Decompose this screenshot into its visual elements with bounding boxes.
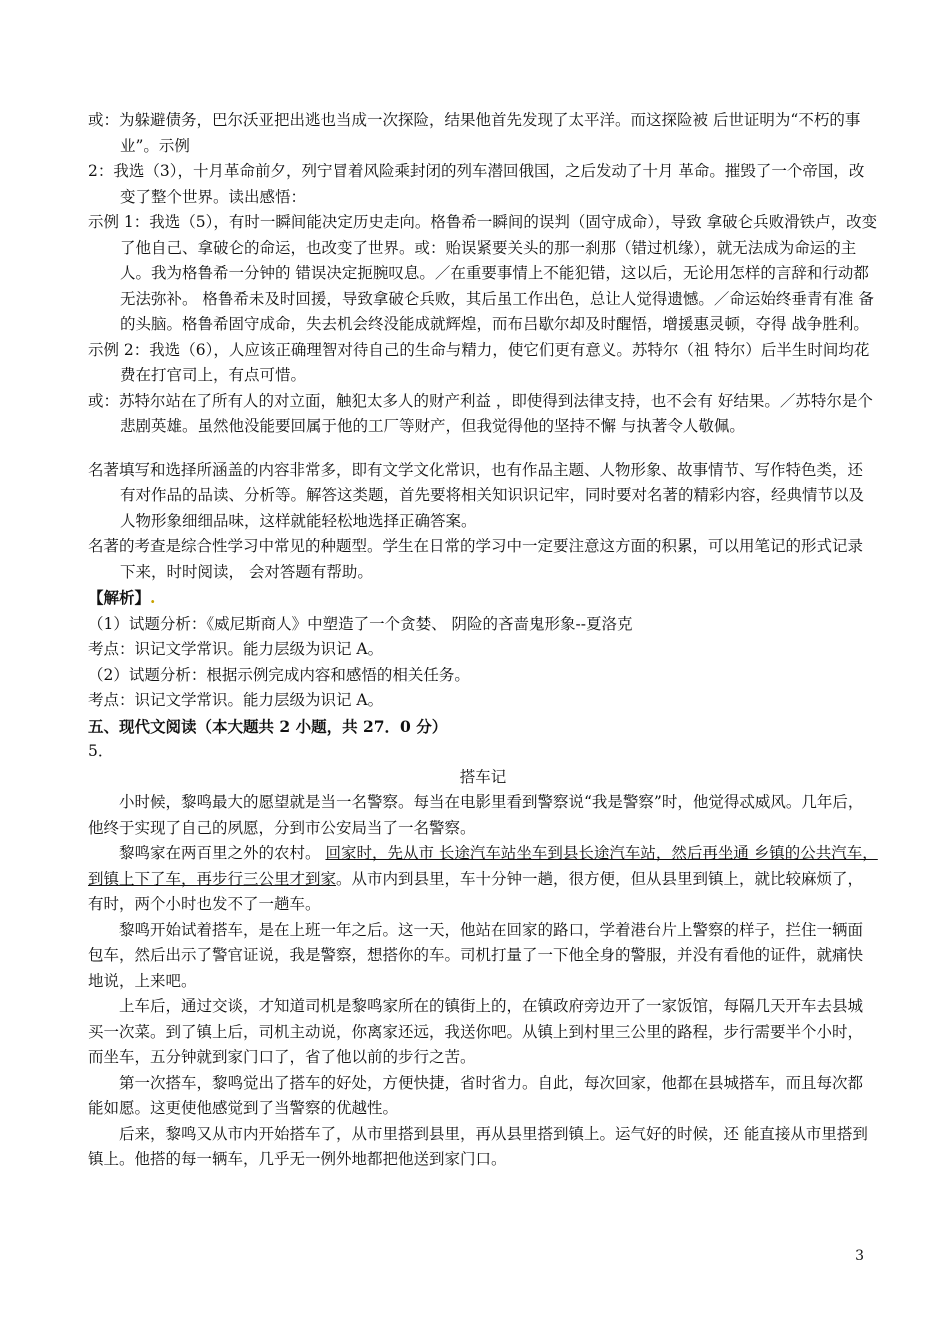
story-para-2: 黎鸣家在两百里之外的农村。 回家时，先从市 长途汽车站坐车到县长途汽车站，然后再坐通 乡镇的公共汽车，到镇上下了车，再步行三公里才到家。从市内到县里，车十分钟一趟，很方便，但从县里到镇上，就比较麻烦了，有时，两个小时也发不了一趟车。 (88, 844, 878, 913)
story-para-1: 小时候，黎鸣最大的愿望就是当一名警察。每当在电影里看到警察说“我是警察”时，他觉得忒威风。几年后，他终于实现了自己的夙愿，分到市公安局当了一名警察。 (88, 793, 864, 837)
commentary-1: 名著填写和选择所涵盖的内容非常多，即有文学文化常识，也有作品主题、人物形象、故事情节、写作特色类，还有对作品的品读、分析等。解答这类题，首先要将相关知识识记牢，同时要对名著的精彩内容，经典情节以及人物形象细细品味，这样就能轻松地选择正确答案。 (88, 460, 865, 530)
question-number: 5． (88, 742, 114, 760)
story-para-5: 第一次搭车，黎鸣觉出了搭车的好处，方便快捷，省时省力。自此，每次回家，他都在县城搭车，而且每次都能如愿。这更使他感觉到了当警察的优越性。 (88, 1073, 864, 1117)
analysis-2: （2）试题分析：根据示例完成内容和感悟的相关任务。 (88, 665, 470, 684)
answer-line-1: 或：为躲避债务，巴尔沃亚把出逃也当成一次探险，结果他首先发现了太平洋。而这探险被 后世证明为“不朽的事业”。示例 (88, 111, 861, 155)
section-heading: 五、现代文阅读（本大题共 2 小题，共 27．0 分） (88, 716, 448, 736)
answer-example-2-alt: 或：苏特尔站在了所有人的对立面，触犯太多人的财产利益 ，即使得到法律支持，也不会有 好结果。／苏特尔是个悲剧英雄。虽然他没能要回属于他的工厂等财产，但我觉得他的坚持不懈 与执著令人敬佩。 (88, 391, 873, 435)
underlined-passage: 回家时，先从市 长途汽车站坐车到县长途汽车站，然后再坐通 乡镇的公共汽车，到镇上下了车，再步行三公里才到家 (88, 844, 878, 888)
answer-example-1: 示例 1：我选（5），有时一瞬间能决定历史走向。格鲁希一瞬间的误判（固守成命），导致 拿破仑兵败滑铁卢，改变了他自己、拿破仑的命运，也改变了世界。或：贻误紧要关头的那一刹那（错过机缘），就无法成为命运的主人。我为格鲁希一分钟的 错误决定扼腕叹息。／在重要事情上不能犯错，这以后，无论用怎样的言辞和行动都无法弥补。 格鲁希未及时回援，导致拿破仑兵败，其后虽工作出色，总让人觉得遗憾。／命运始终垂青有准 备的头脑。格鲁希固守成命，失去机会终没能成就辉煌，而布吕歇尔却及时醒悟，增援惠灵顿，夺得 战争胜利。 (88, 213, 878, 333)
kaodian-1: 考点：识记文学常识。能力层级为识记 A。 (88, 640, 384, 658)
story-title: 搭车记 (459, 767, 507, 786)
document-body (88, 108, 878, 1173)
kaodian-2: 考点：识记文学常识。能力层级为识记 A。 (88, 691, 384, 709)
story-para-3: 黎鸣开始试着搭车，是在上班一年之后。这一天，他站在回家的路口，学着港台片上警察的样子，拦住一辆面包车，然后出示了警官证说，我是警察，想搭你的车。司机打量了一下他全身的警服，并没有看他的证件，就痛快地说，上来吧。 (88, 920, 864, 990)
analysis-1: （1）试题分析：《威尼斯商人》中塑造了一个贪婪、 阴险的吝啬鬼形象--夏洛克 (88, 614, 633, 633)
bullet-dot: . (150, 588, 156, 607)
commentary-2: 名著的考查是综合性学习中常见的种题型。学生在日常的学习中一定要注意这方面的积累，可以用笔记的形式记录下来，时时阅读， 会对答题有帮助。 (88, 537, 864, 581)
analysis-heading: 【解析】. (88, 588, 156, 607)
story-para-6: 后来，黎鸣又从市内开始搭车了，从市里搭到县里，再从县里搭到镇上。运气好的时候，还 能直接从市里搭到镇上。他搭的每一辆车，几乎无一例外地都把他送到家门口。 (88, 1124, 868, 1168)
page-number: 3 (855, 1248, 864, 1264)
answer-example-2: 示例 2：我选（6），人应该正确理智对待自己的生命与精力，使它们更有意义。苏特尔（祖 特尔）后半生时间均花费在打官司上，有点可惜。 (88, 340, 870, 384)
answer-line-2: 2：我选（3），十月革命前夕，列宁冒着风险乘封闭的列车潜回俄国，之后发动了十月 革命。摧毁了一个帝国，改变了整个世界。读出感悟： (88, 162, 865, 206)
story-para-4: 上车后，通过交谈，才知道司机是黎鸣家所在的镇街上的，在镇政府旁边开了一家饭馆，每隔几天开车去县城买一次菜。到了镇上后，司机主动说，你离家还远，我送你吧。从镇上到村里三公里的路程，步行需要半个小时，而坐车，五分钟就到家门口了，省了他以前的步行之苦。 (88, 997, 864, 1066)
